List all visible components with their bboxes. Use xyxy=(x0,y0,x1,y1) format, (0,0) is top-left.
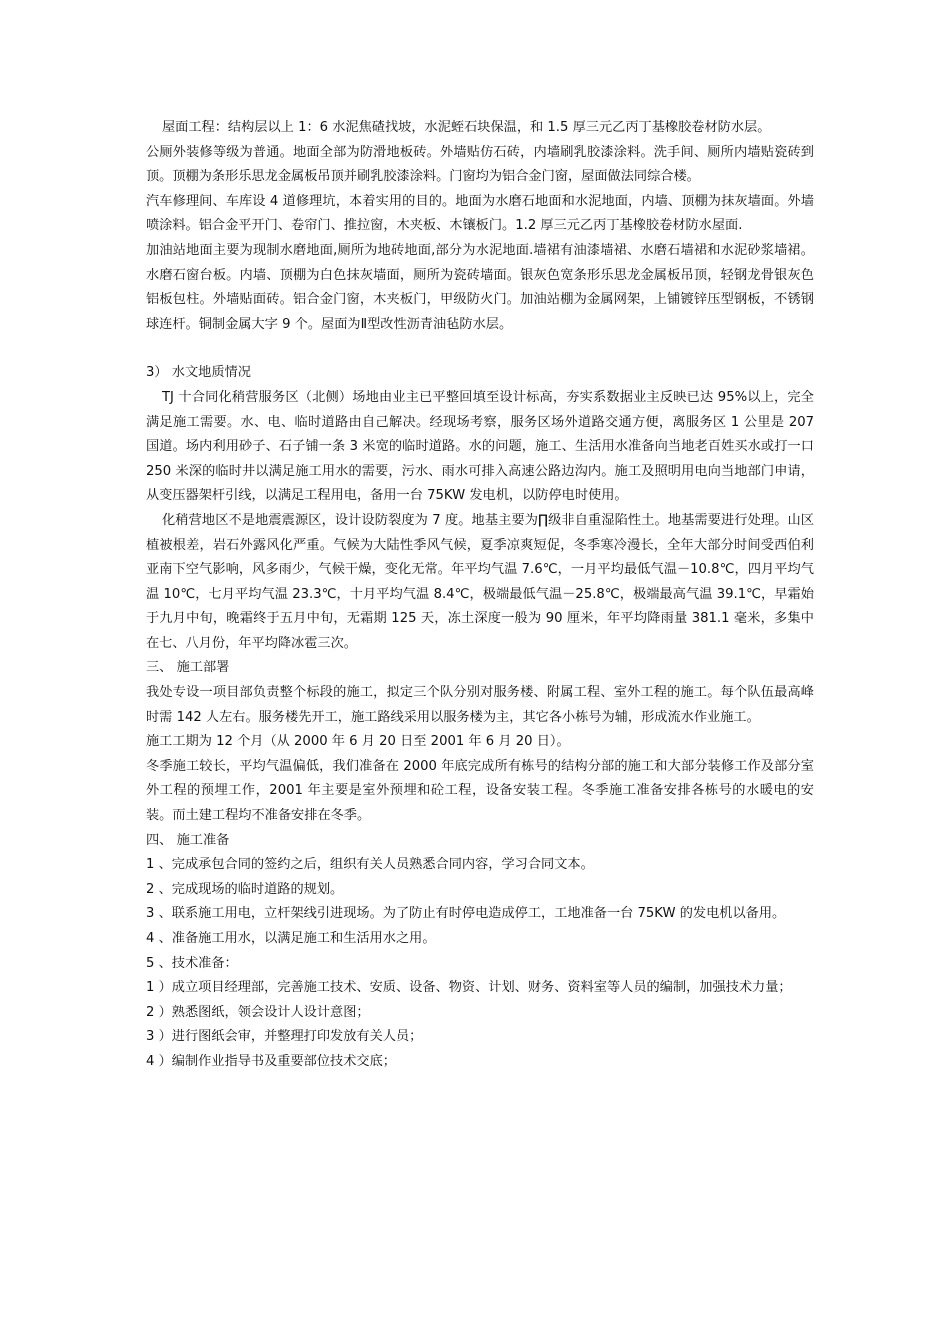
list-item: 1 、完成承包合同的签约之后，组织有关人员熟悉合同内容，学习合同文本。 xyxy=(146,857,594,873)
list-item: 2 、完成现场的临时道路的规划。 xyxy=(146,881,344,897)
heading-hydrogeology: 3） 水文地质情况 xyxy=(146,365,251,381)
list-item: 5 、技术准备： xyxy=(146,955,238,971)
document-body xyxy=(146,116,814,1075)
paragraph-spacer xyxy=(146,337,814,361)
paragraph-schedule: 施工工期为 12 个月（从 2000 年 6 月 20 日至 2001 年 6 月 20 日）。 xyxy=(146,734,570,750)
paragraph-garage: 汽车修理间、车库设 4 道修理坑，本着实用的目的。地面为水磨石地面和水泥地面，内墙、顶棚为抹灰墙面。外墙喷涂料。铝合金平开门、卷帘门、推拉窗，木夹板、木镶板门。1.2 厚三元乙丙丁基橡胶卷材防水屋面. xyxy=(146,193,814,234)
paragraph-gas-station: 加油站地面主要为现制水磨地面,厕所为地砖地面,部分为水泥地面.墙裙有油漆墙裙、水磨石墙裙和水泥砂浆墙裙。水磨石窗台板。内墙、顶棚为白色抹灰墙面，厕所为瓷砖墙面。银灰色宽条形乐思龙金属板吊顶，轻钢龙骨银灰色铝板包柱。外墙贴面砖。铝合金门窗，木夹板门，甲级防火门。加油站棚为金属网架，上铺镀锌压型钢板，不锈钢球连杆。铜制金属大字 9 个。屋面为Ⅱ型改性沥青油毡防水层。 xyxy=(146,242,814,332)
paragraph-roofing: 屋面工程：结构层以上 1：6 水泥焦碴找坡，水泥蛭石块保温，和 1.5 厚三元乙丙丁基橡胶卷材防水层。 xyxy=(162,120,771,135)
heading-deployment: 三、 施工部署 xyxy=(146,660,230,676)
sub-list-item: 2 ）熟悉图纸，领会设计人设计意图； xyxy=(146,1004,370,1020)
paragraph-climate: 化稍营地区不是地震震源区，设计设防裂度为 7 度。地基主要为∏级非自重湿陷性土。地基需要进行处理。山区植被根差，岩石外露风化严重。气候为大陆性季风气候，夏季凉爽短促，冬季寒冷漫长，全年大部分时间受西伯利亚南下空气影响，风多雨少，气候干燥，变化无常。年平均气温 7.6℃，一月平均最低气温－10.8℃，四月平均气温 10℃，七月平均气温 23.3℃，十月平均气温 8.4℃，极端最低气温－25.8℃，极端最高气温 39.1℃，早霜始于九月中旬，晚霜终于五月中旬，无霜期 125 天，冻土深度一般为 90 厘米，年平均降雨量 381.1 毫米，多集中在七、八月份，年平均降冰雹三次。 xyxy=(146,512,814,651)
paragraph-public-toilet: 公厕外装修等级为普通。地面全部为防滑地板砖。外墙贴仿石砖，内墙刷乳胶漆涂料。洗手间、厕所内墙贴瓷砖到顶。顶棚为条形乐思龙金属板吊顶并刷乳胶漆涂料。门窗均为铝合金门窗，屋面做法同综合楼。 xyxy=(146,144,814,185)
heading-preparation: 四、 施工准备 xyxy=(146,832,230,848)
paragraph-site-conditions: TJ 十合同化稍营服务区（北侧）场地由业主已平整回填至设计标高，夯实系数据业主反映已达 95%以上，完全满足施工需要。水、电、临时道路由自己解决。经现场考察，服务区场外道路交通方便，离服务区 1 公里是 207 国道。场内利用砂子、石子铺一条 3 米宽的临时道路。水的问题，施工、生活用水准备向当地老百姓买水或打一口 250 米深的临时井以满足施工用水的需要，污水、雨水可排入高速公路边沟内。施工及照明用电向当地部门申请，从变压器架杆引线，以满足工程用电，备用一台 75KW 发电机，以防停电时使用。 xyxy=(146,389,814,504)
sub-list-item: 3 ）进行图纸会审，并整理打印发放有关人员； xyxy=(146,1029,423,1045)
sub-list-item: 1 ）成立项目经理部，完善施工技术、安质、设备、物资、计划、财务、资料室等人员的编制，加强技术力量； xyxy=(146,980,792,996)
sub-list-item: 4 ）编制作业指导书及重要部位技术交底； xyxy=(146,1053,396,1069)
list-item: 3 、联系施工用电，立杆架线引进现场。为了防止有时停电造成停工，工地准备一台 75KW 的发电机以备用。 xyxy=(146,906,786,922)
paragraph-teams: 我处专设一项目部负责整个标段的施工，拟定三个队分别对服务楼、附属工程、室外工程的施工。每个队伍最高峰时需 142 人左右。服务楼先开工，施工路线采用以服务楼为主，其它各小栋号为辅，形成流水作业施工。 xyxy=(146,685,814,725)
list-item: 4 、准备施工用水，以满足施工和生活用水之用。 xyxy=(146,931,436,946)
paragraph-winter-work: 冬季施工较长，平均气温偏低，我们准备在 2000 年底完成所有栋号的结构分部的施工和大部分装修工作及部分室外工程的预埋工作，2001 年主要是室外预埋和砼工程，设备安装工程。冬季施工准备安排各栋号的水暖电的安装。而土建工程均不准备安排在冬季。 xyxy=(146,758,814,824)
